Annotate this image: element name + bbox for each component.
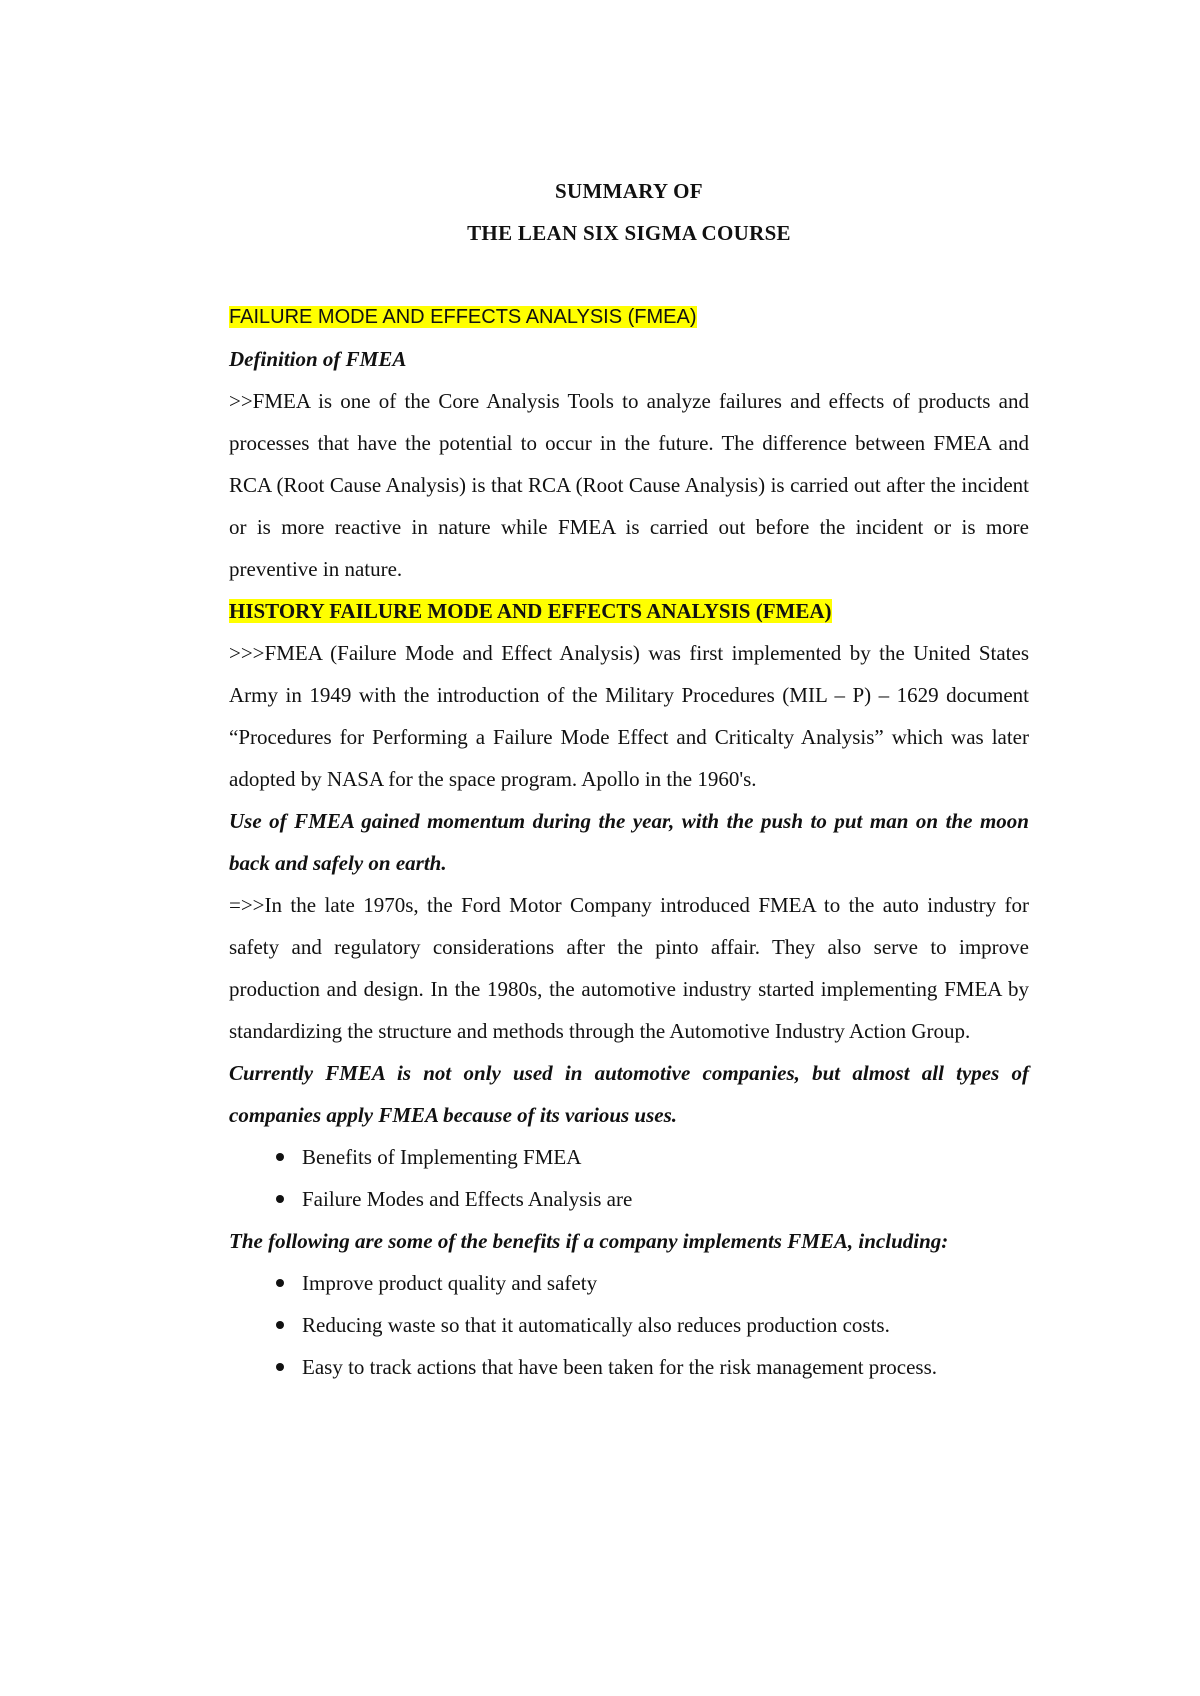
emphasis-paragraph-moon: Use of FMEA gained momentum during the year, with the push to put man on the moon back and safely on earth. (229, 809, 1029, 875)
title-spacer (229, 254, 1029, 296)
bullet-icon (276, 1279, 284, 1287)
bullet-icon (276, 1153, 284, 1161)
emphasis-paragraph-companies: Currently FMEA is not only used in automotive companies, but almost all types of companies apply FMEA because of its various uses. (229, 1061, 1029, 1127)
document-page (229, 170, 1029, 1388)
list-item-text: Benefits of Implementing FMEA (302, 1145, 582, 1169)
section-heading-history-text: HISTORY FAILURE MODE AND EFFECTS ANALYSIS (FMEA) (229, 599, 832, 623)
list-item (229, 1178, 1029, 1220)
bullet-list-1 (229, 1136, 1029, 1220)
history-paragraph: >>>FMEA (Failure Mode and Effect Analysis) was first implemented by the United States Army in 1949 with the introduction of the Military Procedures (MIL – P) – 1629 document “Procedures for Performing a Failure Mode Effect and Criticalty Analysis” which was later adopted by NASA for the space program. Apollo in the 1960's. (229, 641, 1029, 791)
list-item (229, 1346, 1029, 1388)
doc-title-line-1: SUMMARY OF (555, 179, 703, 203)
doc-title-line-2: THE LEAN SIX SIGMA COURSE (467, 221, 791, 245)
definition-heading: Definition of FMEA (229, 347, 407, 371)
bullet-icon (276, 1321, 284, 1329)
list-item (229, 1136, 1029, 1178)
list-item (229, 1304, 1029, 1346)
emphasis-paragraph-benefits: The following are some of the benefits if a company implements FMEA, including: (229, 1229, 949, 1253)
ford-paragraph: =>>In the late 1970s, the Ford Motor Company introduced FMEA to the auto industry for safety and regulatory considerations after the pinto affair. They also serve to improve production and design. In the 1980s, the automotive industry started implementing FMEA by standardizing the structure and methods through the Automotive Industry Action Group. (229, 893, 1029, 1043)
bullet-icon (276, 1363, 284, 1371)
bullet-icon (276, 1195, 284, 1203)
section-heading-fmea (229, 296, 1029, 338)
section-heading-fmea-text: FAILURE MODE AND EFFECTS ANALYSIS (FMEA) (229, 306, 697, 328)
list-item-text: Easy to track actions that have been taken for the risk management process. (302, 1355, 938, 1379)
list-item-text: Reducing waste so that it automatically also reduces production costs. (302, 1313, 890, 1337)
list-item-text: Improve product quality and safety (302, 1271, 598, 1295)
list-item-text: Failure Modes and Effects Analysis are (302, 1187, 633, 1211)
definition-paragraph: >>FMEA is one of the Core Analysis Tools to analyze failures and effects of products and processes that have the potential to occur in the future. The difference between FMEA and RCA (Root Cause Analysis) is that RCA (Root Cause Analysis) is carried out after the incident or is more reactive in nature while FMEA is carried out before the incident or is more preventive in nature. (229, 389, 1029, 581)
section-heading-history (229, 590, 1029, 632)
list-item (229, 1262, 1029, 1304)
bullet-list-2 (229, 1262, 1029, 1388)
